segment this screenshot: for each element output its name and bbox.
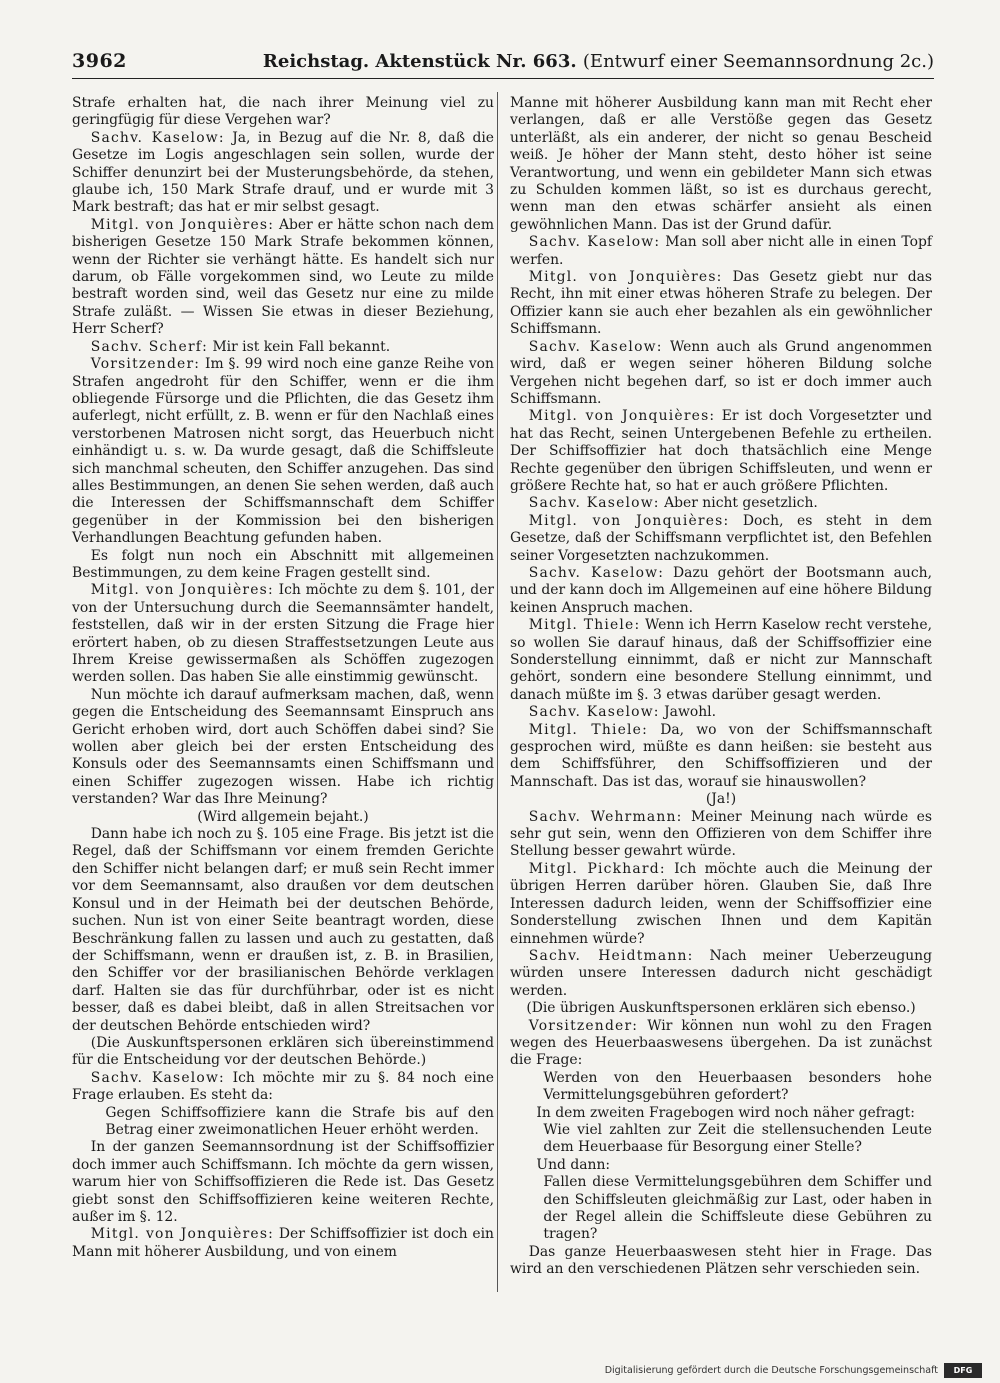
- speech-paragraph: [510, 269, 932, 339]
- speech-text: Im §. 99 wird noch eine ganze Reihe von Strafen angedroht für den Schiffer, wenn er die ihm obliegende Fürsorge und die Pflichten, die das Gesetz ihm auferlegt, nicht erfüllt, z. B. wenn er für den Nachlaß eines verstorbenen Matrosen nicht sorgt, das Heuerbuch nicht einhändigt u. s. w. Da wurde gesagt, daß die Schiffsleute sich manchmal scheuten, den Schiffer anzugehen. Das sind alles Bestimmungen, an denen Sie sehen werden, daß auch die Interessen der Schiffsmannschaft dem Schiffer gegenüber in der Kommission bei den bisherigen Verhandlungen Beachtung gefunden haben.: [72, 356, 494, 547]
- speech-paragraph: [72, 130, 494, 217]
- stage-note: (Die übrigen Auskunftspersonen erklären sich ebenso.): [526, 1000, 916, 1017]
- speech-text: Aber er hätte schon nach dem bisherigen Gesetze 150 Mark Strafe bekommen können, wenn der Richter sie verhängt hätte. Es handelt sich nur darum, ob Fälle vorgekommen sind, wo Leute zu milde bestraft worden sind, weil das Gesetz nur eine zu milde Strafe zuläßt. — Wissen Sie etwas in dieser Beziehung, Herr Scherf?: [72, 216, 495, 338]
- body-paragraph: (Die Auskunftspersonen erklären sich übereinstimmend für die Entscheidung vor der deutschen Behörde.): [72, 1034, 494, 1069]
- speaker-name: Mitgl. von Jonquières:: [528, 408, 716, 425]
- stage-note: (Ja!): [705, 791, 737, 808]
- speech-text: Mir ist kein Fall bekannt.: [212, 338, 391, 355]
- footer-credit: Digitalisierung gefördert durch die Deutsche Forschungsgemeinschaft: [604, 1365, 938, 1376]
- speech-text: Nach meiner Ueberzeugung würden unsere Interessen dadurch nicht geschädigt werden.: [510, 947, 932, 999]
- speaker-name: Sachv. Kaselow:: [90, 129, 225, 146]
- speaker-name: Sachv. Wehrmann:: [528, 808, 683, 825]
- speech-paragraph: [510, 948, 932, 1000]
- speech-text: Doch, es steht in dem Gesetze, daß der Schiffsmann verpflichtet ist, den Befehlen seiner Vorgesetzten nachzukommen.: [510, 512, 932, 564]
- speech-paragraph: [510, 704, 932, 721]
- speech-paragraph: [510, 234, 932, 269]
- speech-paragraph: [72, 1226, 494, 1261]
- stage-note: (Wird allgemein bejaht.): [197, 808, 369, 825]
- speech-text: Er ist doch Vorgesetzter und hat das Recht, seinen Untergebenen Befehle zu ertheilen. Der Schiffsoffizier hat doch thatsächlich eine Menge Rechte gegenüber den übrigen Schiffsleuten, und wenn er größere Rechte hat, so hat er auch größere Pflichten.: [510, 408, 932, 494]
- speech-paragraph: [510, 513, 932, 565]
- speech-paragraph: [72, 217, 494, 339]
- speaker-name: Vorsitzender:: [528, 1017, 639, 1034]
- speaker-name: Mitgl. von Jonquières:: [528, 512, 730, 529]
- speech-text: Meiner Meinung nach würde es sehr gut sein, wenn den Offizieren von dem Schiffer ihre Stellung besser gewahrt würde.: [510, 808, 932, 860]
- running-head-title: Reichstag. Aktenstück Nr. 663.: [262, 50, 577, 72]
- speaker-name: Sachv. Scherf:: [90, 338, 209, 355]
- quoted-block: Fallen diese Vermittelungsgebühren dem Schiffer und den Schiffsleuten gleichmäßig zur Last, oder haben in der Regel allein die Schiffsleute diese Gebühren zu tragen?: [543, 1174, 932, 1243]
- speech-text: Wenn auch als Grund angenommen wird, daß er wegen seiner höheren Bildung solche Vergehen nicht begehen darf, so ist er doch immer auch Schiffsmann.: [510, 338, 933, 407]
- speech-text: Jawohl.: [664, 704, 717, 721]
- speech-paragraph: [510, 722, 932, 792]
- quoted-block: Wie viel zahlten zur Zeit die stellensuchenden Leute dem Heuerbaase für Besorgung einer Stelle?: [543, 1121, 932, 1156]
- quoted-block: Gegen Schiffsoffiziere kann die Strafe bis auf den Betrag einer zweimonatlichen Heuer erhöht werden.: [105, 1104, 494, 1138]
- body-paragraph: In der ganzen Seemannsordnung ist der Schiffsoffizier doch immer auch Schiffsmann. Ich möchte da gern wissen, warum hier von Schiffsoffizieren die Rede ist. Das Gesetz giebt sonst den Schiffsoffizieren keine weiteren Rechte, außer im §. 12.: [72, 1139, 494, 1225]
- speech-text: Aber nicht gesetzlich.: [664, 495, 818, 512]
- speech-text: Ich möchte mir zu §. 84 noch eine Frage erlauben. Es steht da:: [72, 1069, 495, 1104]
- column-divider: [497, 92, 498, 1292]
- speaker-name: Vorsitzender:: [90, 356, 201, 373]
- speaker-name: Sachv. Kaselow:: [528, 564, 665, 581]
- speaker-name: Mitgl. von Jonquières:: [90, 582, 274, 599]
- right-column: [510, 95, 932, 1279]
- body-paragraph: Strafe erhalten hat, die nach ihrer Meinung viel zu geringfügig für diese Vergehen war?: [72, 95, 494, 129]
- speech-paragraph: [510, 1018, 932, 1070]
- speaker-name: Sachv. Kaselow:: [528, 338, 663, 355]
- body-paragraph: Das ganze Heuerbaaswesen steht hier in Frage. Das wird an den verschiedenen Plätzen sehr verschieden sein.: [510, 1243, 932, 1278]
- speech-paragraph: [510, 408, 932, 495]
- speaker-name: Sachv. Heidtmann:: [528, 947, 694, 964]
- left-column: [72, 95, 494, 1261]
- speech-text: Ich möchte zu dem §. 101, der von der Untersuchung durch die Seemannsämter handelt, feststellen, daß wir in der ersten Sitzung die Frage hier erörtert haben, ob zu diesen Straffestsetzungen Leute aus Ihrem Kreise gewissermaßen als Schöffen zugezogen werden sollen. Das haben Sie alle einstimmig gewünscht.: [72, 582, 495, 686]
- speaker-name: Mitgl. von Jonquières:: [528, 269, 723, 286]
- body-paragraph: Nun möchte ich darauf aufmerksam machen, daß, wenn gegen die Entscheidung des Seemannsamt Einspruch ans Gericht erhoben wird, dort auch Schöffen dabei sind? Sie wollen aber gleich bei der ersten Entscheidung des Konsuls oder des Seemannsamts einen Schiffsmann und einen Schiffer zugezogen wissen. Habe ich richtig verstanden? War das Ihre Meinung?: [72, 686, 494, 808]
- speech-text: Dazu gehört der Bootsmann auch, und der kann doch im Allgemeinen auf eine höhere Bildung keinen Anspruch machen.: [510, 564, 932, 616]
- speech-paragraph: [72, 339, 494, 356]
- speaker-name: Sachv. Kaselow:: [528, 704, 660, 721]
- speech-paragraph: [72, 1070, 494, 1105]
- speech-paragraph: [510, 617, 932, 704]
- speaker-name: Sachv. Kaselow:: [90, 1069, 225, 1086]
- speech-text: Ja, in Bezug auf die Nr. 8, daß die Gesetze im Logis angeschlagen sein sollen, wurde der Schiffer denunzirt bei der Musterungsbehörde, da stehen, glaube ich, 150 Mark Strafe drauf, und er wurde mit 3 Mark bestraft; das hat er mir selbst gesagt.: [72, 129, 494, 216]
- speech-text: Man soll aber nicht alle in einen Topf werfen.: [510, 234, 933, 268]
- speech-paragraph: [510, 495, 932, 512]
- speaker-name: Mitgl. Thiele:: [528, 721, 648, 738]
- speech-text: Ich möchte auch die Meinung der übrigen Herren darüber hören. Glauben Sie, daß Ihre Interessen dadurch leiden, wenn der Schiffsoffizier eine Sonderstellung zwischen Ihnen und dem Kapitän einnehmen würde?: [510, 860, 932, 947]
- running-head-subtitle: (Entwurf einer Seemannsordnung 2c.): [582, 50, 934, 72]
- body-paragraph: Manne mit höherer Ausbildung kann man mit Recht eher verlangen, daß er alle Verstöße gegen das Gesetz unterläßt, als ein anderer, der nicht so genau Bescheid weiß. Je höher der Mann steht, desto höher ist seine Verantwortung, und wenn ein gebildeter Mann sich etwas zu Schulden kommen läßt, so ist es durchaus gerecht, wenn man den etwas schärfer ansieht als einen gewöhnlichen Mann. Das ist der Grund dafür.: [510, 95, 932, 233]
- quoted-block: Und dann:: [536, 1156, 611, 1173]
- speaker-name: Sachv. Kaselow:: [528, 495, 660, 512]
- speech-paragraph: [72, 356, 494, 547]
- speaker-name: Sachv. Kaselow:: [528, 234, 661, 251]
- speech-text: Wir können nun wohl zu den Fragen wegen des Heuerbaaswesens übergehen. Da ist zunächst die Frage:: [510, 1017, 932, 1069]
- dfg-logo: DFG: [944, 1363, 982, 1378]
- quoted-block: In dem zweiten Fragebogen wird noch näher gefragt:: [536, 1104, 915, 1121]
- speech-text: Das Gesetz giebt nur das Recht, ihn mit einer etwas höheren Strafe zu belegen. Der Offizier kann sie auch eher bezahlen als ein gewöhnlicher Schiffsmann.: [510, 269, 933, 338]
- body-paragraph: Es folgt nun noch ein Abschnitt mit allgemeinen Bestimmungen, zu dem keine Fragen gestellt sind.: [72, 547, 494, 581]
- speech-paragraph: [510, 565, 932, 617]
- speaker-name: Mitgl. Thiele:: [528, 617, 641, 634]
- speaker-name: Mitgl. von Jonquières:: [90, 216, 275, 233]
- speaker-name: Mitgl. von Jonquières:: [90, 1226, 275, 1243]
- body-paragraph: Dann habe ich noch zu §. 105 eine Frage. Bis jetzt ist die Regel, daß der Schiffsmann vor einem fremden Gerichte den Schiffer nicht belangen darf; er muß sein Recht immer vor dem Seemannsamt, also draußen vor dem deutschen Konsul und in der Heimath bei der deutschen Behörde, suchen. Nun ist von einer Seite beantragt worden, diese Beschränkung fallen zu lassen und auch zu gestatten, daß der Schiffsmann, wenn er draußen ist, z. B. in Brasilien, den Schiffer vor der brasilianischen Behörde verklagen darf. Halten sie das für durchführbar, oder ist es nicht besser, daß es dabei bleibt, daß in allen Streitsachen vor der deutschen Behörde entschieden wird?: [72, 826, 494, 1034]
- quoted-block: Werden von den Heuerbaasen besonders hohe Vermittelungsgebühren gefordert?: [543, 1069, 932, 1104]
- speech-paragraph: [510, 861, 932, 948]
- speech-paragraph: [72, 582, 494, 686]
- speech-paragraph: [510, 339, 932, 409]
- speech-paragraph: [510, 809, 932, 861]
- running-head: [263, 51, 934, 72]
- speech-text: Da, wo von der Schiffsmannschaft gesprochen wird, müßte es dann heißen: sie besteht aus dem Schiffsführer, den Schiffsoffizieren und der Mannschaft. Das ist das, worauf sie hinauswollen?: [510, 721, 933, 790]
- speaker-name: Mitgl. Pickhard:: [528, 860, 666, 877]
- speech-text: Der Schiffsoffizier ist doch ein Mann mit höherer Ausbildung, und von einem: [72, 1226, 494, 1260]
- speech-text: Wenn ich Herrn Kaselow recht verstehe, so wollen Sie darauf hinaus, daß der Schiffsoffizier eine Sonderstellung einnimmt, daß er nicht zur Mannschaft gehört, sondern eine besondere Stellung einnimmt, und danach müßte im §. 3 etwas darüber gesagt werden.: [510, 617, 932, 703]
- footer: [0, 1362, 1000, 1380]
- running-header: [72, 44, 934, 79]
- page-number: 3962: [72, 50, 127, 72]
